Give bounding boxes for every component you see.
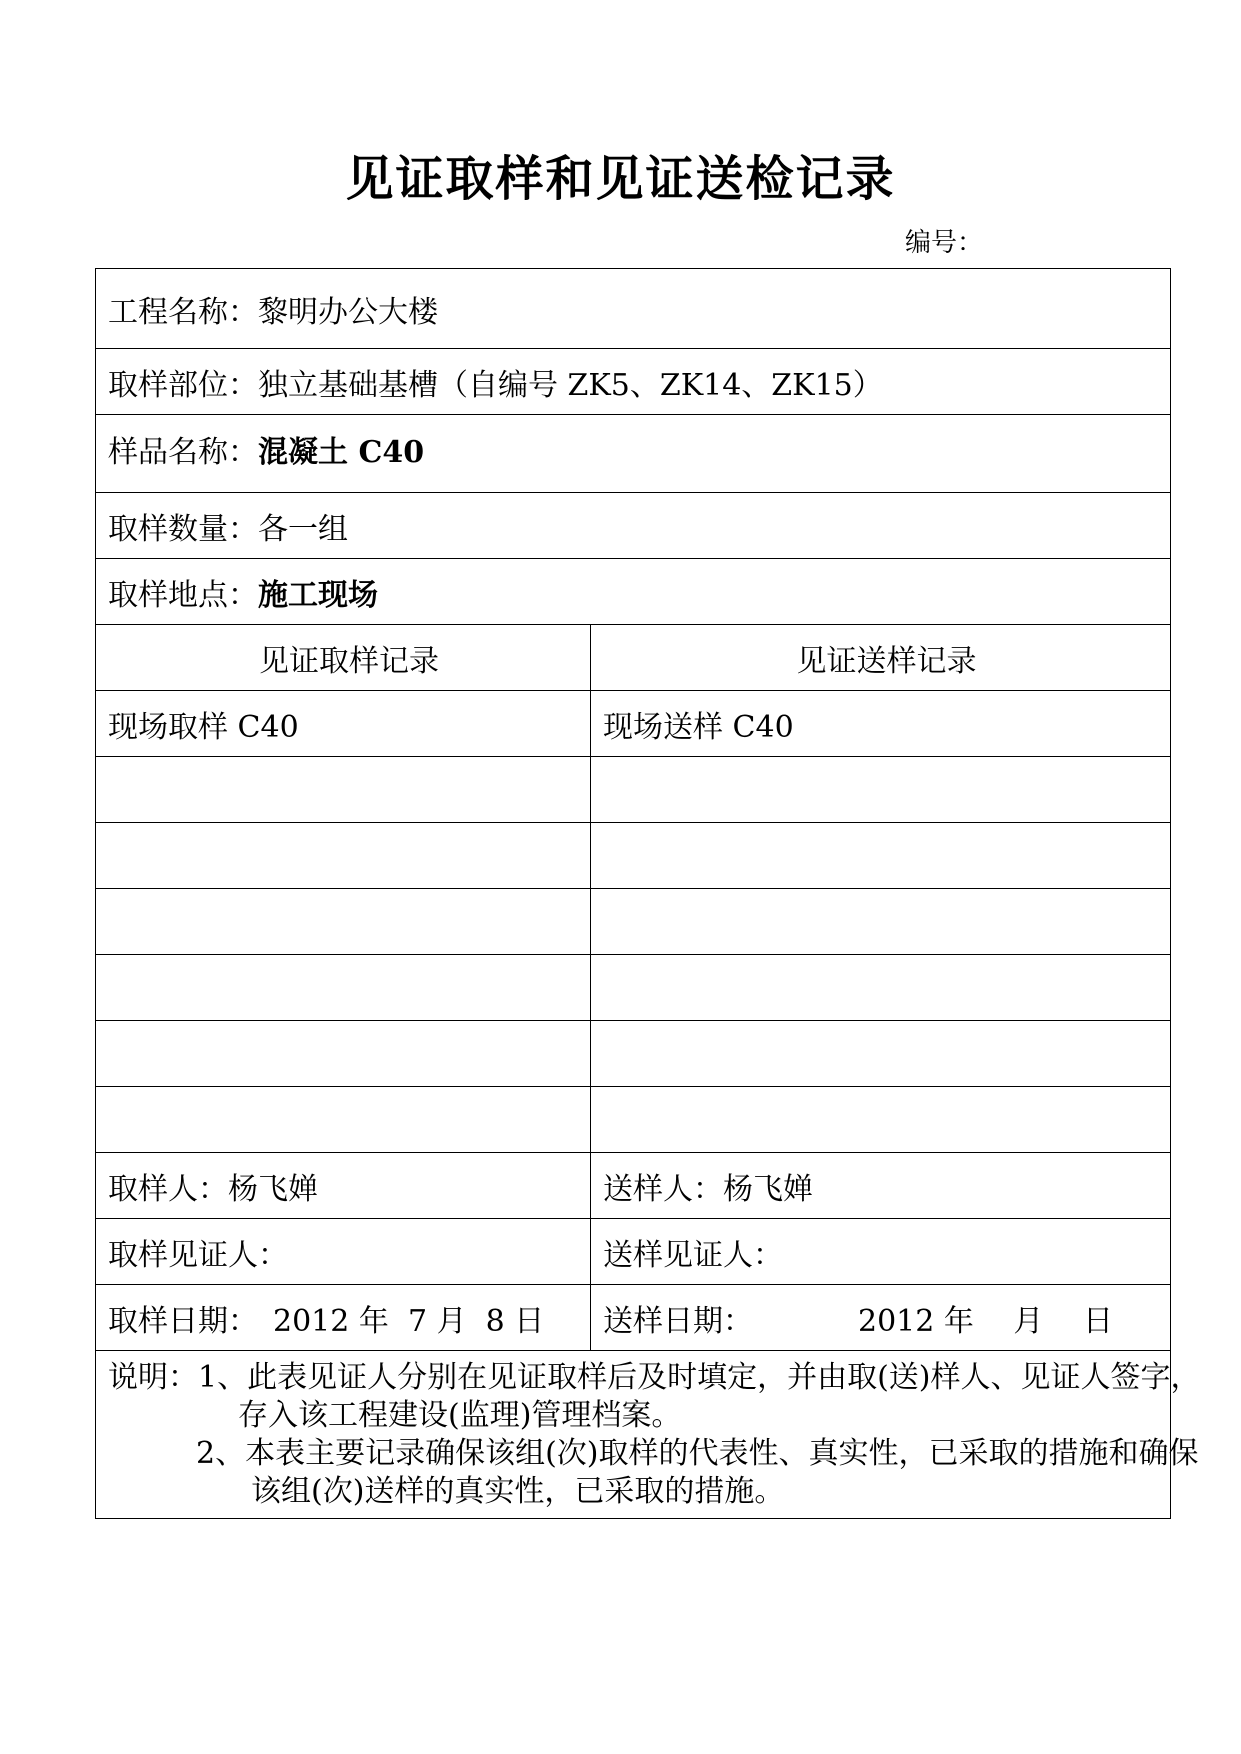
quantity-label: 取样数量： [108, 511, 258, 547]
table-row [96, 889, 1171, 955]
table-row [96, 1087, 1171, 1153]
location-label: 取样部位： [108, 367, 258, 403]
note-line-3: 2、本表主要记录确保该组(次)取样的代表性、真实性，已采取的措施和确保 [196, 1435, 1199, 1471]
table-row [96, 691, 1171, 757]
sample-row [96, 415, 1171, 493]
quantity-value: 各一组 [258, 511, 348, 547]
sender-cell [591, 1153, 1171, 1219]
location-cell [96, 349, 1171, 415]
sending-record-cell [591, 757, 1171, 823]
notes-cell [96, 1351, 1201, 1519]
sampling-record-cell [96, 823, 591, 889]
sender-value: 杨飞婵 [723, 1171, 813, 1207]
serial-number-label: 编号： [905, 228, 984, 258]
sampler-label: 取样人： [108, 1171, 228, 1207]
witness-row [96, 1219, 1171, 1285]
right-column-header: 见证送样记录 [591, 625, 1171, 691]
table-row [96, 757, 1171, 823]
left-column-header: 见证取样记录 [96, 625, 591, 691]
project-cell [96, 269, 1171, 349]
sampling-record-cell [96, 955, 591, 1021]
sample-date-cell: 取样日期： 2012 年 7 月 8 日 [96, 1285, 591, 1351]
note-line-2: 存入该工程建设(监理)管理档案。 [238, 1397, 682, 1433]
sending-record-cell: 现场送样 C40 [591, 691, 1171, 757]
sampler-value: 杨飞婵 [228, 1171, 318, 1207]
location-row [96, 349, 1171, 415]
place-label: 取样地点： [108, 577, 258, 613]
sending-record-cell [591, 1021, 1171, 1087]
location-value: 独立基础基槽（自编号 ZK5、ZK14、ZK15） [258, 367, 883, 403]
place-value: 施工现场 [258, 577, 378, 613]
quantity-cell [96, 493, 1171, 559]
sampling-record-cell [96, 889, 591, 955]
sampling-record-cell: 现场取样 C40 [96, 691, 591, 757]
sender-label: 送样人： [603, 1171, 723, 1207]
column-header-row [96, 625, 1171, 691]
sample-value: 混凝土 C40 [258, 435, 425, 470]
record-form-table [95, 268, 1201, 1519]
sampling-record-cell [96, 757, 591, 823]
sending-record-cell [591, 889, 1171, 955]
note-line-1: 说明：1、此表见证人分别在见证取样后及时填定，并由取(送)样人、见证人签字， [108, 1359, 1201, 1395]
date-row [96, 1285, 1171, 1351]
sending-record-cell [591, 1087, 1171, 1153]
sampler-cell [96, 1153, 591, 1219]
sample-label: 样品名称： [108, 435, 258, 470]
table-row [96, 1021, 1171, 1087]
sampling-record-cell [96, 1021, 591, 1087]
quantity-row [96, 493, 1171, 559]
table-row [96, 823, 1171, 889]
notes-row [96, 1351, 1171, 1519]
note-line-4: 该组(次)送样的真实性，已采取的措施。 [251, 1473, 785, 1509]
sample-witness-cell: 取样见证人： [96, 1219, 591, 1285]
sending-record-cell [591, 823, 1171, 889]
sampling-record-cell [96, 1087, 591, 1153]
place-cell [96, 559, 1171, 625]
place-row [96, 559, 1171, 625]
send-witness-cell: 送样见证人： [591, 1219, 1171, 1285]
table-row [96, 955, 1171, 1021]
sending-record-cell [591, 955, 1171, 1021]
project-row [96, 269, 1171, 349]
project-value: 黎明办公大楼 [258, 294, 438, 330]
project-label: 工程名称： [108, 294, 258, 330]
document-title: 见证取样和见证送检记录 [345, 151, 896, 207]
sample-cell [96, 415, 1171, 493]
send-date-cell: 送样日期： 2012 年 月 日 [591, 1285, 1171, 1351]
sampler-row [96, 1153, 1171, 1219]
